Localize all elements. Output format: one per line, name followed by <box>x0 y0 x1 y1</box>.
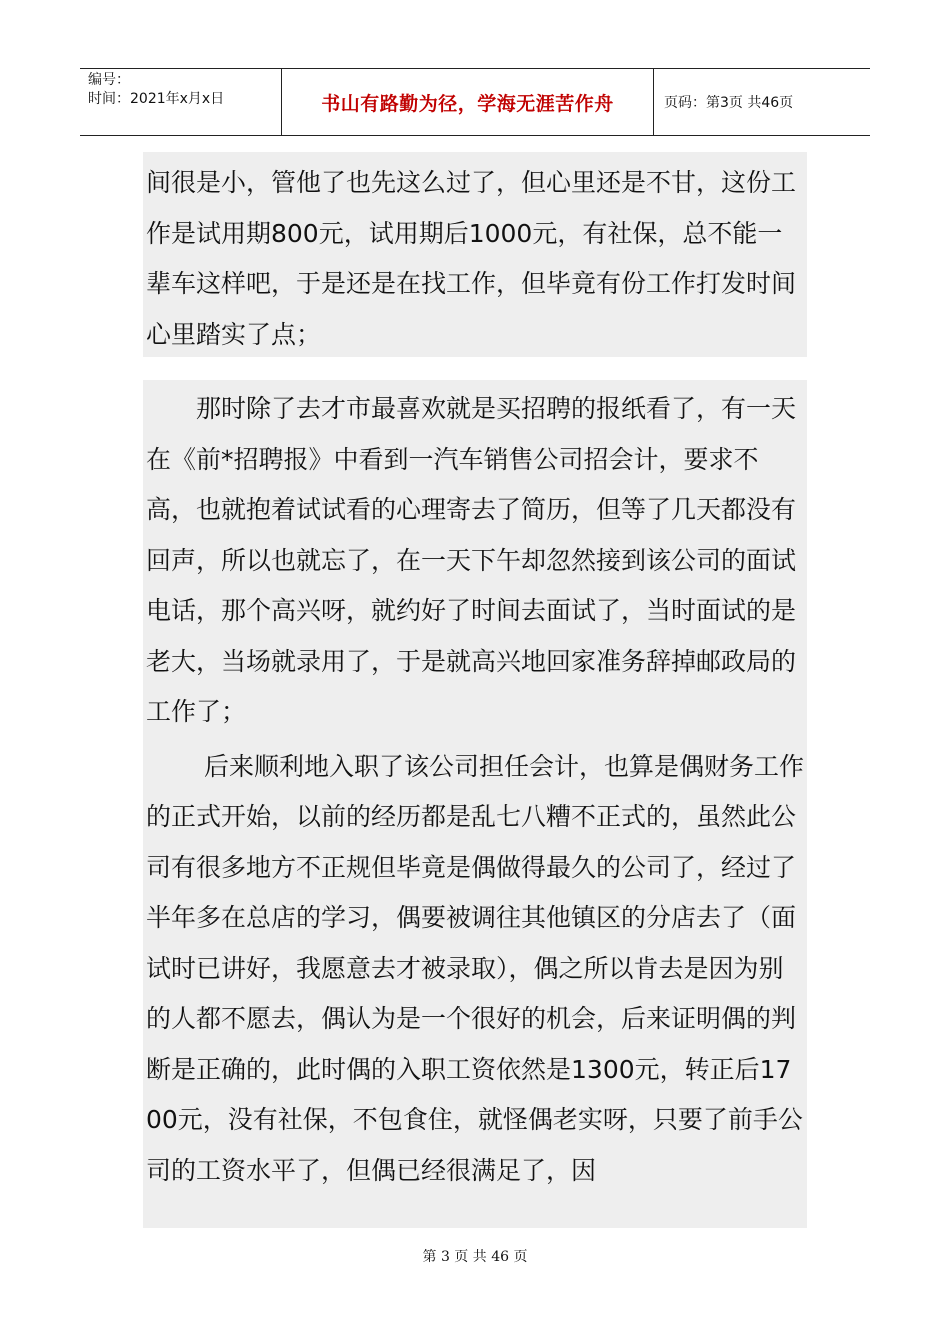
header-motto: 书山有路勤为径，学海无涯苦作舟 <box>321 92 614 115</box>
text-block-1 <box>143 152 807 357</box>
header-page-cell <box>654 69 870 135</box>
paragraph: 间很是小，管他了也先这么过了，但心里还是不甘，这份工作是试用期800元，试用期后1000元，有社保，总不能一辈车这样吧，于是还是在找工作，但毕竟有份工作打发时间心里踏实了点； <box>146 168 797 349</box>
document-time-label: 时间：2021年x月x日 <box>88 91 225 107</box>
page-footer: 第 3 页 共 46 页 <box>422 1249 528 1265</box>
header-meta-cell <box>80 69 282 135</box>
paragraph: 后来顺利地入职了该公司担任会计，也算是偶财务工作的正式开始，以前的经历都是乱七八糟不正式的，虽然此公司有很多地方不正规但毕竟是偶做得最久的公司了，经过了半年多在总店的学习，偶要被调往其他镇区的分店去了（面试时已讲好，我愿意去才被录取），偶之所以肯去是因为别的人都不愿去，偶认为是一个很好的机会，后来证明偶的判断是正确的，此时偶的入职工资依然是1300元，转正后1700元，没有社保，不包食住，就怪偶老实呀，只要了前手公司的工资水平了，但偶已经很满足了，因 <box>146 751 804 1185</box>
header-motto-cell <box>282 69 654 135</box>
text-block-2 <box>143 380 807 1228</box>
document-header <box>80 68 870 136</box>
document-number-label: 编号： <box>88 72 130 88</box>
header-page-info: 页码：第3页 共46页 <box>664 95 794 111</box>
paragraph: 那时除了去才市最喜欢就是买招聘的报纸看了，有一天在《前*招聘报》中看到一汽车销售公司招会计，要求不高，也就抱着试试看的心理寄去了简历，但等了几天都没有回声，所以也就忘了，在一天下午却忽然接到该公司的面试电话，那个高兴呀，就约好了时间去面试了，当时面试的是老大，当场就录用了，于是就高兴地回家准务辞掉邮政局的工作了； <box>146 394 797 726</box>
